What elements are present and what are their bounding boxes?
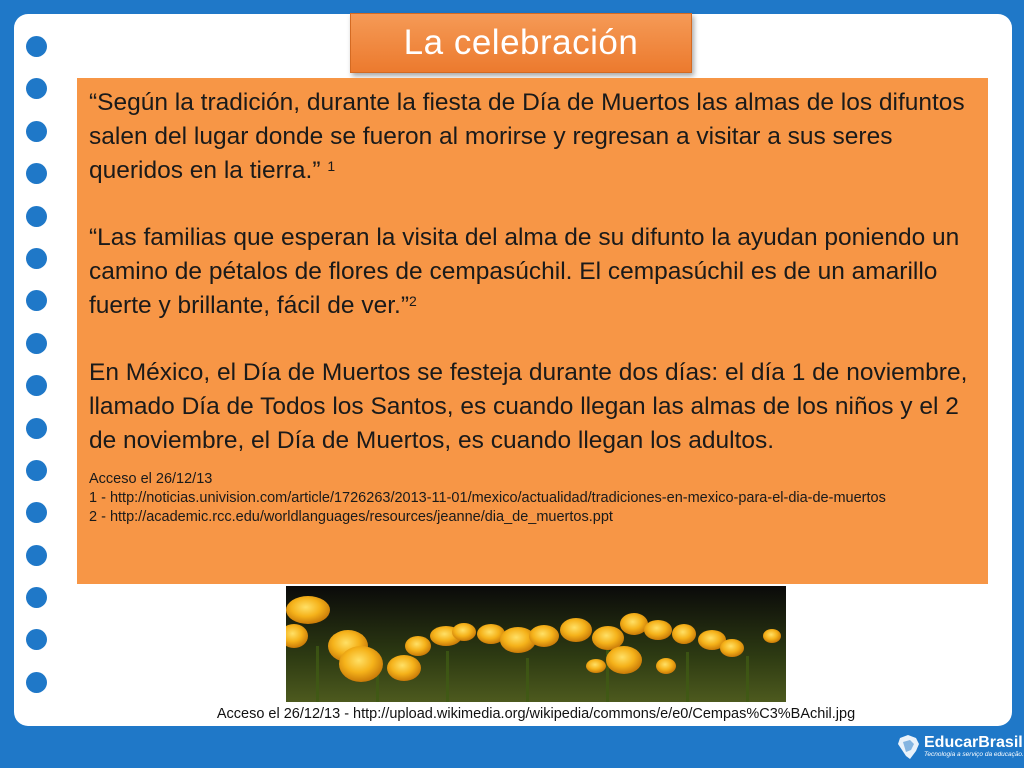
binding-dot <box>26 418 47 439</box>
binding-dot <box>26 290 47 311</box>
binding-dot <box>26 672 47 693</box>
binding-dot <box>26 375 47 396</box>
binding-dot <box>26 502 47 523</box>
binding-dot <box>26 121 47 142</box>
logo-tagline: Tecnologia a serviço da educação. <box>924 751 1024 758</box>
marigold-photo <box>286 586 786 702</box>
marigold-flowers-image <box>286 586 786 702</box>
content-box <box>77 78 988 584</box>
binding-dot <box>26 36 47 57</box>
binding-dot <box>26 78 47 99</box>
paragraph-tradition-text: “Según la tradición, durante la fiesta de Día de Muertos las almas de los difuntos salen del lugar donde se fueron al morirse y regresan a visitar a sus seres queridos en la tierra.” <box>89 89 965 184</box>
reference-link-1[interactable]: 1 - http://noticias.univision.com/article/1726263/2013-11-01/mexico/actualidad/tradiciones-en-mexico-para-el-dia-de-muertos <box>89 490 886 506</box>
binding-dot <box>26 587 47 608</box>
brazil-map-icon <box>896 734 920 760</box>
paragraph-mexico: En México, el Día de Muertos se festeja durante dos días: el día 1 de noviembre, llamado Día de Todos los Santos, es cuando llegan las almas de los niños y el 2 de noviembre, el Día de Muertos, es cuando llegan los adultos. <box>89 359 968 454</box>
binding-dot <box>26 629 47 650</box>
slide-title-box <box>350 13 692 73</box>
paragraph-tradition <box>89 86 976 188</box>
binding-dot <box>26 333 47 354</box>
references-block <box>89 470 976 527</box>
image-caption: Acceso el 26/12/13 - http://upload.wikimedia.org/wikipedia/commons/e/e0/Cempas%C3%BAchil.jpg <box>216 706 856 722</box>
binding-dot <box>26 545 47 566</box>
slide-title: La celebración <box>403 23 639 62</box>
reference-access-date: Acceso el 26/12/13 <box>89 471 213 487</box>
binding-dot <box>26 206 47 227</box>
binding-dot <box>26 248 47 269</box>
logo-name: EducarBrasil <box>924 734 1023 751</box>
paragraph-families <box>89 221 976 323</box>
notebook-binding-dots <box>26 36 48 714</box>
educarbrasil-logo <box>896 732 1024 762</box>
reference-link-2[interactable]: 2 - http://academic.rcc.edu/worldlanguages/resources/jeanne/dia_de_muertos.ppt <box>89 509 613 525</box>
footnote-marker-2: 2 <box>409 293 417 309</box>
binding-dot <box>26 460 47 481</box>
binding-dot <box>26 163 47 184</box>
paragraph-families-text: “Las familias que esperan la visita del alma de su difunto la ayudan poniendo un camino de pétalos de flores de cempasúchil. El cempasúchil es de un amarillo fuerte y brillante, fácil de ver.” <box>89 224 960 319</box>
footnote-marker-1: 1 <box>327 158 336 174</box>
